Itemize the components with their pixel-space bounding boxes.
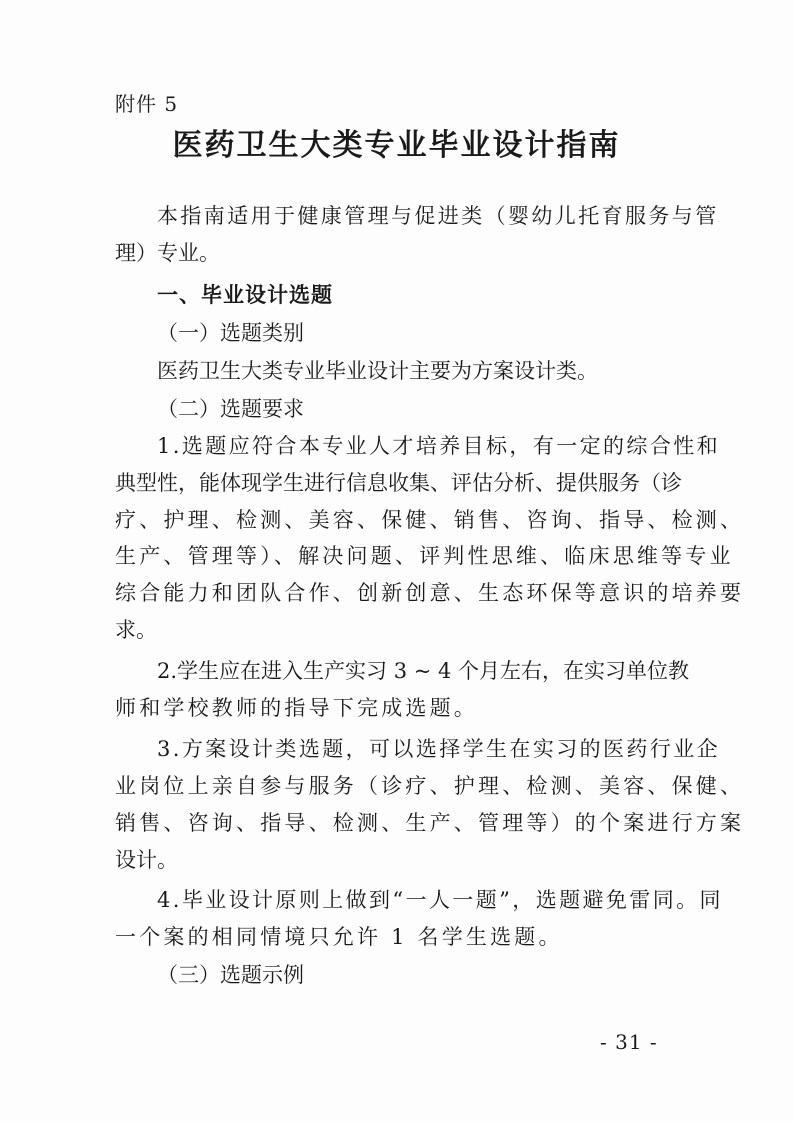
paragraph-line: 1.选题应符合本专业人才培养目标，有一定的综合性和 bbox=[157, 434, 721, 458]
section-heading: 一、毕业设计选题 bbox=[157, 283, 333, 307]
paragraph-line: 医药卫生大类专业毕业设计主要为方案设计类。 bbox=[157, 359, 598, 383]
subsection-heading: （二）选题要求 bbox=[157, 397, 304, 421]
intro-line: 本指南适用于健康管理与促进类（婴幼儿托育服务与管 bbox=[157, 204, 719, 228]
paragraph-line: 求。 bbox=[115, 618, 157, 642]
paragraph-line: 设计。 bbox=[115, 848, 178, 872]
paragraph-line: 一个案的相同情境只允许 1 名学生选题。 bbox=[115, 925, 563, 949]
attachment-label: 附件 5 bbox=[115, 92, 179, 116]
paragraph-line: 生产、管理等）、解决问题、评判性思维、临床思维等专业 bbox=[115, 544, 734, 568]
paragraph-line: 业岗位上亲自参与服务（诊疗、护理、检测、美容、保健、 bbox=[115, 774, 745, 798]
paragraph-line: 典型性，能体现学生进行信息收集、评估分析、提供服务（诊 bbox=[115, 471, 682, 495]
paragraph-line: 3.方案设计类选题，可以选择学生在实习的医药行业企 bbox=[157, 737, 721, 761]
paragraph-line: 师和学校教师的指导下完成选题。 bbox=[115, 696, 478, 720]
subsection-heading: （三）选题示例 bbox=[157, 963, 304, 987]
paragraph-line: 综合能力和团队合作、创新创意、生态环保等意识的培养要 bbox=[115, 581, 745, 605]
page-number: - 31 - bbox=[600, 1030, 658, 1054]
paragraph-line: 销售、咨询、指导、检测、生产、管理等）的个案进行方案 bbox=[115, 811, 745, 835]
paragraph-line: 4.毕业设计原则上做到“一人一题”，选题避免雷同。同 bbox=[157, 888, 723, 912]
intro-line: 理）专业。 bbox=[115, 241, 220, 265]
paragraph-line: 疗、护理、检测、美容、保健、销售、咨询、指导、检测、 bbox=[115, 508, 745, 532]
subsection-heading: （一）选题类别 bbox=[157, 321, 304, 345]
paragraph-line: 2.学生应在进入生产实习 3 ~ 4 个月左右，在实习单位教 bbox=[157, 659, 690, 683]
document-title: 医药卫生大类专业毕业设计指南 bbox=[172, 128, 621, 163]
